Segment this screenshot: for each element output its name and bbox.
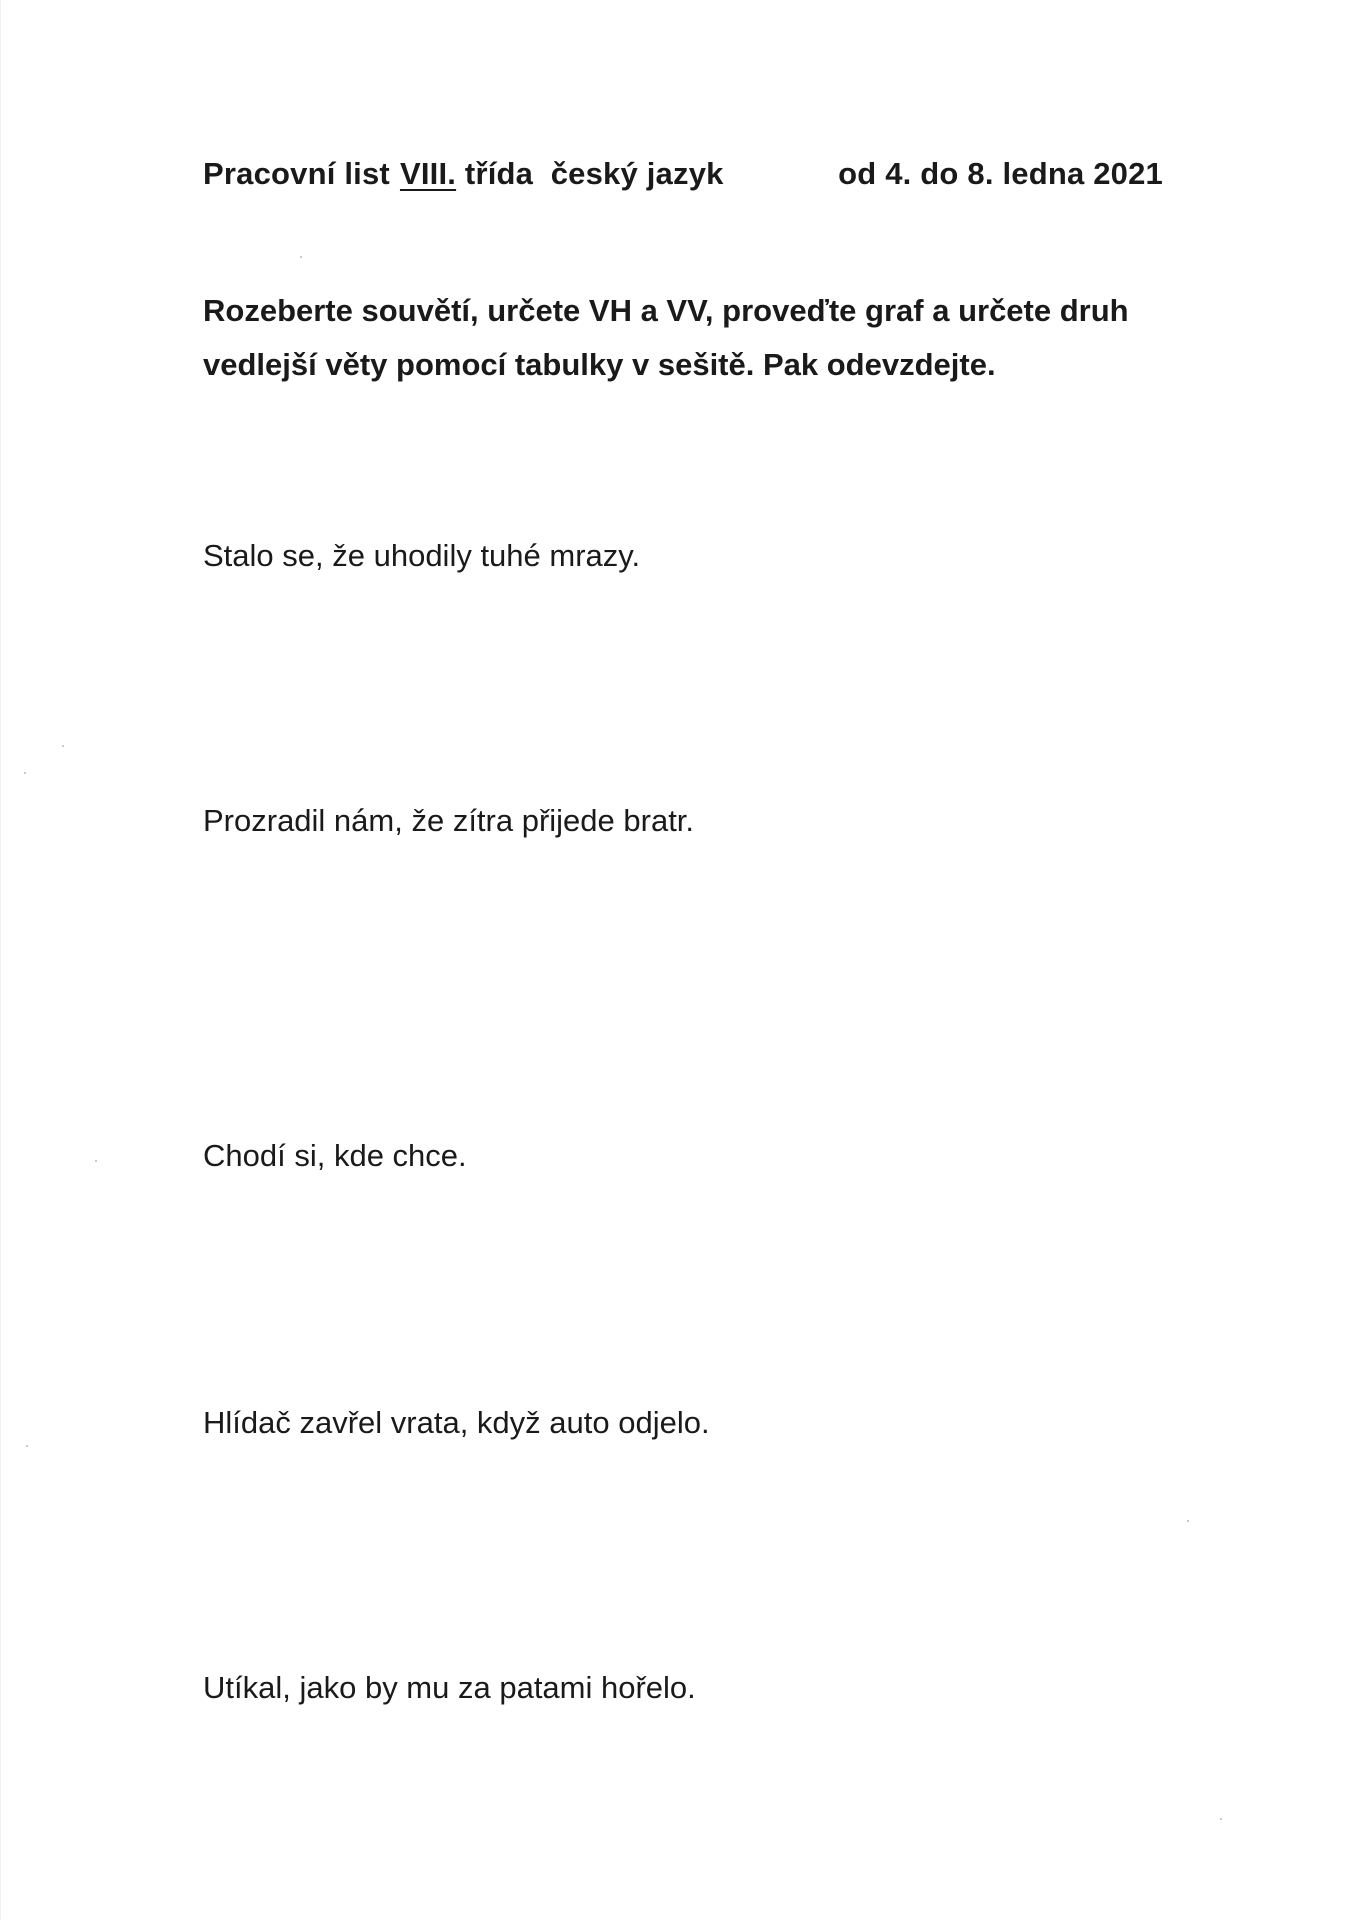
exercise-sentence-2: Prozradil nám, že zítra přijede bratr. xyxy=(203,803,695,838)
header-grade: VIII. xyxy=(399,156,457,191)
instructions-line-1: Rozeberte souvětí, určete VH a VV, proveďte graf a určete druh xyxy=(203,293,1129,328)
instructions xyxy=(203,284,1183,392)
scan-edge xyxy=(0,0,1,1920)
header-prefix: Pracovní list xyxy=(203,156,390,191)
exercise-sentence-5: Utíkal, jako by mu za patami hořelo. xyxy=(203,1670,696,1705)
scan-speck xyxy=(62,745,64,747)
scan-speck xyxy=(26,1445,28,1447)
exercise-sentence-4: Hlídač zavřel vrata, když auto odjelo. xyxy=(203,1405,710,1440)
header-title xyxy=(203,156,724,192)
scan-speck xyxy=(95,1160,97,1162)
instructions-line-2: vedlejší věty pomocí tabulky v sešitě. Pak odevzdejte. xyxy=(203,347,996,382)
scan-speck xyxy=(24,772,26,774)
scan-speck xyxy=(1220,1818,1222,1820)
header-date-range: od 4. do 8. ledna 2021 xyxy=(838,156,1163,191)
scan-speck xyxy=(300,256,302,258)
exercise-sentence-3: Chodí si, kde chce. xyxy=(203,1138,467,1173)
exercise-sentence-1: Stalo se, že uhodily tuhé mrazy. xyxy=(203,538,641,573)
worksheet-header xyxy=(203,156,1163,200)
header-class-subject: třída český jazyk xyxy=(464,156,724,191)
scan-speck xyxy=(1187,1520,1189,1522)
